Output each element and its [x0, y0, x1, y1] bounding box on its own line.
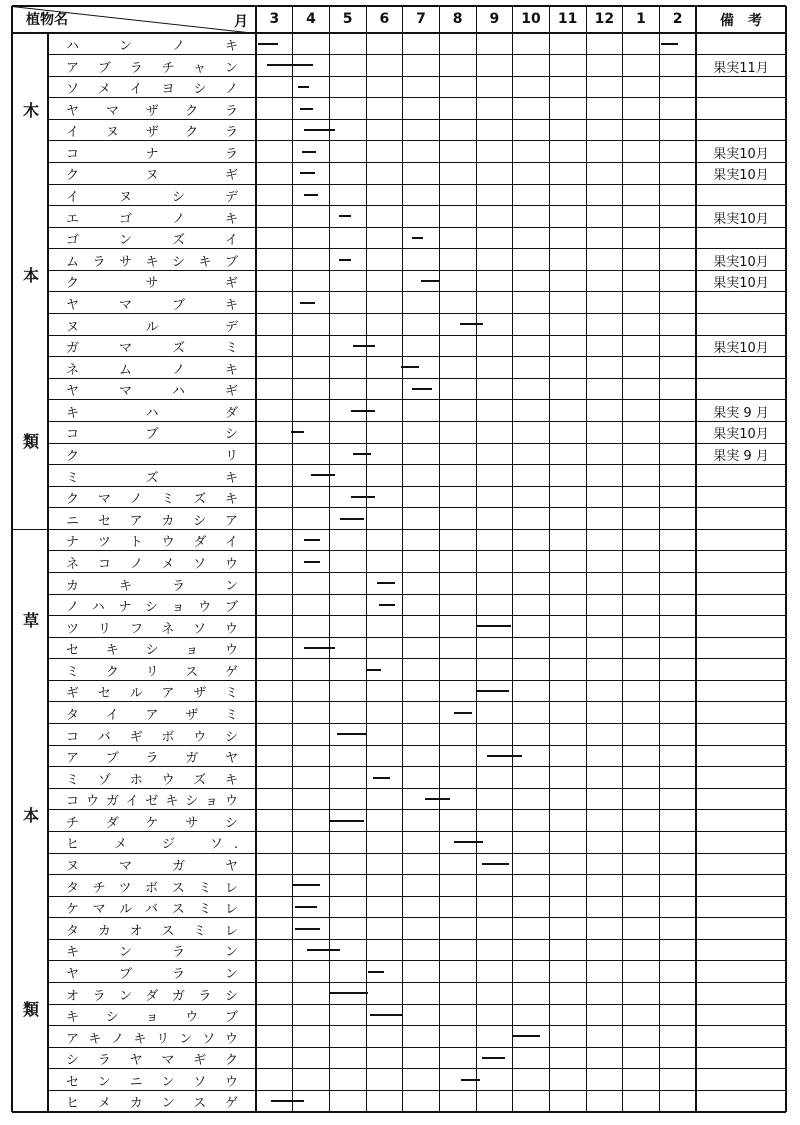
remark-text: 果実10月 — [713, 146, 769, 162]
plant-name: キ シ ョ ウ ブ — [66, 1010, 238, 1026]
flowering-period-bar — [454, 841, 483, 843]
plant-name: ネコノメソウ — [66, 556, 238, 572]
name-column-divider — [255, 6, 257, 1112]
remarks-header: 備 考 — [720, 13, 762, 29]
plant-name: タカオスミレ — [66, 923, 238, 939]
plant-name: ソメイヨシノ — [66, 82, 238, 98]
row-divider — [48, 1025, 786, 1026]
plant-name: ケマルバスミレ — [66, 902, 238, 918]
month-column-divider — [622, 6, 623, 1112]
month-column-divider — [329, 6, 330, 1112]
row-divider — [48, 723, 786, 724]
plant-name: ゴ ン ズ イ — [66, 233, 238, 249]
flowering-period-bar — [487, 755, 522, 757]
month-column-divider — [586, 6, 587, 1112]
flowering-period-bar — [293, 884, 321, 886]
category-label: 類 — [22, 431, 39, 451]
category-label: 本 — [22, 805, 39, 825]
row-divider — [48, 960, 786, 961]
row-divider — [48, 809, 786, 810]
row-divider — [48, 982, 786, 983]
row-divider — [48, 550, 786, 551]
flowering-period-bar — [476, 690, 509, 692]
row-divider — [48, 54, 786, 55]
row-divider — [48, 874, 786, 875]
flowering-period-bar — [300, 172, 315, 174]
plant-name: ナツトウダイ — [66, 535, 238, 551]
plant-name: タチツボスミレ — [66, 880, 238, 896]
flowering-period-bar — [300, 302, 315, 304]
row-divider — [48, 1047, 786, 1048]
row-divider — [48, 615, 786, 616]
table-border-left — [11, 6, 13, 1112]
plant-name: ヒメカンスゲ — [66, 1096, 238, 1112]
plant-name: タ イ ア ザ ミ — [66, 707, 238, 723]
remark-text: 果実10月 — [713, 211, 769, 227]
row-divider — [48, 162, 786, 163]
flowering-period-bar — [379, 604, 396, 606]
plant-name: コウガイゼキショウ — [66, 794, 238, 810]
table-border-top — [12, 5, 786, 7]
month-column-divider — [476, 6, 477, 1112]
flowering-period-bar — [461, 1079, 479, 1081]
row-divider — [48, 572, 786, 573]
month-column-divider — [439, 6, 440, 1112]
row-divider — [48, 335, 786, 336]
plant-name: センニンソウ — [66, 1074, 238, 1090]
plant-name: ヌ ル デ — [66, 319, 238, 335]
plant-name: キ ン ラ ン — [66, 945, 238, 961]
flowering-period-bar — [295, 906, 317, 908]
row-divider — [48, 270, 786, 271]
plant-name: コ ナ ラ — [66, 146, 238, 162]
row-divider — [48, 680, 786, 681]
row-divider — [48, 896, 786, 897]
plant-name: ムラサキシキブ — [66, 254, 238, 270]
remark-text: 果実10月 — [713, 276, 769, 292]
plant-name: ギセルアザミ — [66, 686, 238, 702]
flowering-period-bar — [337, 733, 366, 735]
flowering-period-bar — [339, 215, 352, 217]
row-divider — [48, 507, 786, 508]
flowering-period-bar — [425, 798, 451, 800]
row-divider — [48, 1068, 786, 1069]
row-divider — [48, 205, 786, 206]
flowering-period-bar — [329, 820, 364, 822]
plant-name: コバギボウシ — [66, 729, 238, 745]
flowering-period-bar — [304, 194, 319, 196]
row-divider — [48, 831, 786, 832]
remark-text: 果実10月 — [713, 168, 769, 184]
row-divider — [48, 421, 786, 422]
flowering-period-bar — [307, 949, 340, 951]
month-header: 1 — [636, 11, 646, 27]
remark-text: 果実10月 — [713, 427, 769, 443]
flowering-period-bar — [401, 366, 419, 368]
flowering-period-bar — [304, 539, 321, 541]
remark-text: 果実11月 — [713, 60, 769, 76]
row-divider — [48, 443, 786, 444]
row-divider — [48, 766, 786, 767]
plant-name: ク ヌ ギ — [66, 168, 238, 184]
month-header: 12 — [594, 11, 615, 27]
plant-name: チ ダ ケ サ シ — [66, 815, 238, 831]
plant-name: カ キ ラ ン — [66, 578, 238, 594]
flowering-period-bar — [482, 1057, 506, 1059]
flowering-period-bar — [304, 129, 335, 131]
plant-name: ヌ マ ガ ヤ — [66, 859, 238, 875]
row-divider — [48, 227, 786, 228]
flowering-period-bar — [267, 64, 313, 66]
row-divider — [48, 356, 786, 357]
row-divider — [48, 486, 786, 487]
month-header: 7 — [416, 11, 426, 27]
month-header: 6 — [379, 11, 390, 27]
plant-name: ミ ズ キ — [66, 470, 238, 486]
month-column-divider — [292, 6, 293, 1112]
row-divider — [48, 97, 786, 98]
row-divider — [48, 788, 786, 789]
plant-name: ガ マ ズ ミ — [66, 341, 238, 357]
plant-name: ノハナショウブ — [66, 600, 238, 616]
flowering-period-bar — [353, 453, 371, 455]
remark-text: 果実 9 月 — [713, 449, 769, 465]
row-divider — [48, 1090, 786, 1091]
row-divider — [48, 378, 786, 379]
row-divider — [48, 140, 786, 141]
flowering-period-bar — [460, 323, 484, 325]
plant-name: ヤ マ ハ ギ — [66, 384, 238, 400]
month-header: 8 — [452, 11, 463, 27]
month-column-divider — [366, 6, 367, 1112]
flowering-period-bar — [368, 971, 385, 973]
plant-name: イヌザクラ — [66, 125, 238, 141]
flowering-period-bar — [370, 1014, 403, 1016]
row-divider — [48, 939, 786, 940]
row-divider — [48, 917, 786, 918]
flowering-period-bar — [661, 43, 678, 45]
plant-name-header: 植物名 — [26, 12, 68, 28]
row-divider — [48, 594, 786, 595]
flowering-period-bar — [304, 561, 321, 563]
category-label: 本 — [22, 266, 39, 286]
row-divider — [48, 313, 786, 314]
remark-text: 果実10月 — [713, 254, 769, 270]
plant-name: ツリフネソウ — [66, 621, 238, 637]
plant-name: オランダガラシ — [66, 988, 238, 1004]
plant-name: ヤ ブ ラ ン — [66, 966, 238, 982]
month-header: 11 — [557, 11, 578, 27]
plant-name: ニセアカシア — [66, 513, 238, 529]
flowering-period-bar — [351, 496, 375, 498]
month-column-divider — [512, 6, 513, 1112]
flowering-period-bar — [373, 777, 390, 779]
flowering-period-bar — [353, 345, 375, 347]
month-unit-header: 月 — [234, 14, 248, 30]
plant-name: ミクリスゲ — [66, 664, 238, 680]
month-header: 9 — [489, 11, 500, 27]
flowering-period-bar — [513, 1035, 541, 1037]
category-label: 木 — [22, 100, 39, 120]
row-divider — [48, 248, 786, 249]
flowering-period-bar — [298, 86, 309, 88]
row-divider — [48, 1004, 786, 1005]
plant-name: シラヤマギク — [66, 1053, 238, 1069]
flowering-period-bar — [482, 863, 510, 865]
month-header: 3 — [269, 11, 280, 27]
plant-name: ク リ — [66, 449, 238, 465]
month-header: 10 — [521, 11, 541, 27]
plant-name: ハ ン ノ キ — [66, 39, 238, 54]
row-divider — [48, 291, 786, 292]
flowering-period-bar — [421, 280, 439, 282]
plant-name: ヤ マ ブ キ — [66, 297, 238, 313]
flowering-period-bar — [476, 625, 511, 627]
flowering-period-bar — [340, 518, 364, 520]
row-divider — [48, 184, 786, 185]
flowering-period-bar — [377, 582, 395, 584]
plant-name: ネ ム ノ キ — [66, 362, 238, 378]
month-column-divider — [402, 6, 403, 1112]
month-column-divider — [549, 6, 550, 1112]
flowering-period-bar — [304, 647, 335, 649]
flowering-period-bar — [412, 237, 423, 239]
flowering-period-bar — [366, 669, 381, 671]
flowering-period-bar — [339, 259, 352, 261]
plant-name: ミゾホウズキ — [66, 772, 238, 788]
month-column-divider — [659, 6, 660, 1112]
row-divider — [48, 464, 786, 465]
plant-name: キ ハ ダ — [66, 405, 238, 421]
flowering-period-bar — [454, 712, 472, 714]
remark-text: 果実 9 月 — [713, 405, 769, 421]
plant-name: アブラチャン — [66, 60, 238, 76]
flowering-period-bar — [300, 108, 313, 110]
row-divider — [48, 853, 786, 854]
remark-text: 果実10月 — [713, 341, 769, 357]
flowering-period-bar — [311, 474, 335, 476]
plant-name: ヤマザクラ — [66, 103, 238, 119]
plant-name: アキノキリンソウ — [66, 1031, 238, 1047]
flowering-period-bar — [302, 151, 317, 153]
flowering-period-bar — [412, 388, 432, 390]
row-divider — [48, 637, 786, 638]
plant-name: セ キ シ ョ ウ — [66, 643, 238, 659]
row-divider — [48, 658, 786, 659]
category-label: 類 — [22, 999, 39, 1019]
plant-name: エ ゴ ノ キ — [66, 211, 238, 227]
flowering-period-bar — [291, 431, 304, 433]
plant-name: ヒ メ ジ ソ. — [66, 837, 238, 853]
header-divider — [12, 32, 786, 34]
flowering-period-bar — [295, 928, 321, 930]
row-divider — [12, 529, 786, 531]
row-divider — [48, 399, 786, 400]
row-divider — [48, 701, 786, 702]
month-header: 4 — [306, 11, 316, 27]
flowering-period-bar — [271, 1100, 304, 1102]
flowering-period-bar — [329, 992, 368, 994]
month-header: 5 — [342, 11, 353, 27]
row-divider — [48, 119, 786, 120]
plant-name: クマノミズキ — [66, 492, 238, 508]
category-label: 草 — [22, 611, 39, 631]
flowering-period-bar — [351, 410, 375, 412]
plant-name: イ ヌ シ デ — [66, 190, 238, 206]
flowering-period-bar — [258, 43, 278, 45]
row-divider — [48, 745, 786, 746]
plant-name: コ ブ シ — [66, 427, 238, 443]
plant-name: アブラガヤ — [66, 751, 238, 767]
plant-name: ク サ ギ — [66, 276, 238, 292]
row-divider — [48, 76, 786, 77]
month-header: 2 — [672, 11, 683, 27]
